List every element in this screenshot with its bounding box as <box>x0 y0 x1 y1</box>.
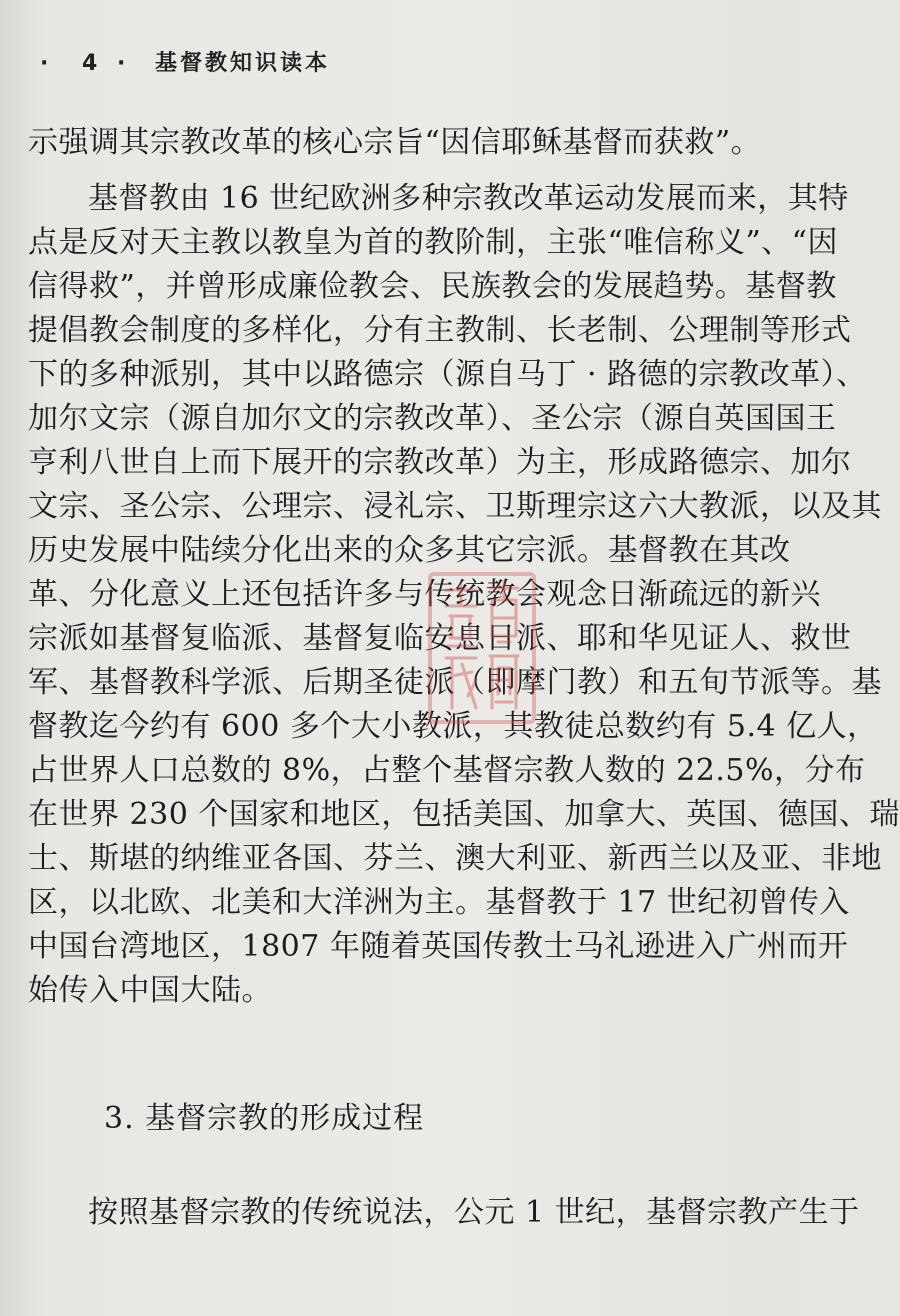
text-line: 历史发展中陆续分化出来的众多其它宗派。基督教在其改 <box>28 533 791 568</box>
text-line: 督教迄今约有 600 多个大小教派，其教徒总数约有 5.4 亿人， <box>28 709 878 744</box>
text-line: 亨利八世自上而下展开的宗教改革）为主，形成路德宗、加尔 <box>28 445 852 480</box>
book-title: 基督教知识读本 <box>155 51 331 76</box>
section-heading: 3. 基督宗教的形成过程 <box>104 1101 425 1136</box>
text-line: 提倡教会制度的多样化，分有主教制、长老制、公理制等形式 <box>28 313 852 348</box>
text-line: 文宗、圣公宗、公理宗、浸礼宗、卫斯理宗这六大教派，以及其 <box>28 489 882 524</box>
text-line: 区，以北欧、北美和大洋洲为主。基督教于 17 世纪初曾传入 <box>28 885 850 920</box>
text-line: 示强调其宗教改革的核心宗旨“因信耶稣基督而获救”。 <box>28 125 762 160</box>
text-line: 信得救”，并曾形成廉俭教会、民族教会的发展趋势。基督教 <box>28 269 837 304</box>
text-line: 军、基督教科学派、后期圣徒派（即摩门教）和五旬节派等。基 <box>28 665 882 700</box>
text-line: 中国台湾地区，1807 年随着英国传教士马礼逊进入广州而开 <box>28 929 849 964</box>
page-number: 4 <box>82 51 99 76</box>
text-line: 加尔文宗（源自加尔文的宗教改革）、圣公宗（源自英国国王 <box>28 401 837 436</box>
text-line: 点是反对天主教以教皇为首的教阶制，主张“唯信称义”、“因 <box>28 225 839 260</box>
text-line: 基督教由 16 世纪欧洲多种宗教改革运动发展而来，其特 <box>88 181 849 216</box>
running-head-dot-left: · <box>40 51 50 76</box>
text-line: 下的多种派别，其中以路德宗（源自马丁 · 路德的宗教改革）、 <box>28 357 867 392</box>
seal-graphic <box>432 576 532 720</box>
text-line: 宗派如基督复临派、基督复临安息日派、耶和华见证人、救世 <box>28 621 852 656</box>
text-line: 在世界 230 个国家和地区，包括美国、加拿大、英国、德国、瑞 <box>28 797 900 832</box>
text-line: 士、斯堪的纳维亚各国、芬兰、澳大利亚、新西兰以及亚、非地 <box>28 841 882 876</box>
text-line: 按照基督宗教的传统说法，公元 1 世纪，基督宗教产生于 <box>88 1195 860 1230</box>
running-head-dot-right: · <box>117 51 127 76</box>
text-line: 始传入中国大陆。 <box>28 973 272 1008</box>
library-seal-stamp <box>428 572 536 724</box>
text-line: 革、分化意义上还包括许多与传统教会观念日渐疏远的新兴 <box>28 577 821 612</box>
text-line: 占世界人口总数的 8%，占整个基督宗教人数的 22.5%，分布 <box>28 753 866 788</box>
